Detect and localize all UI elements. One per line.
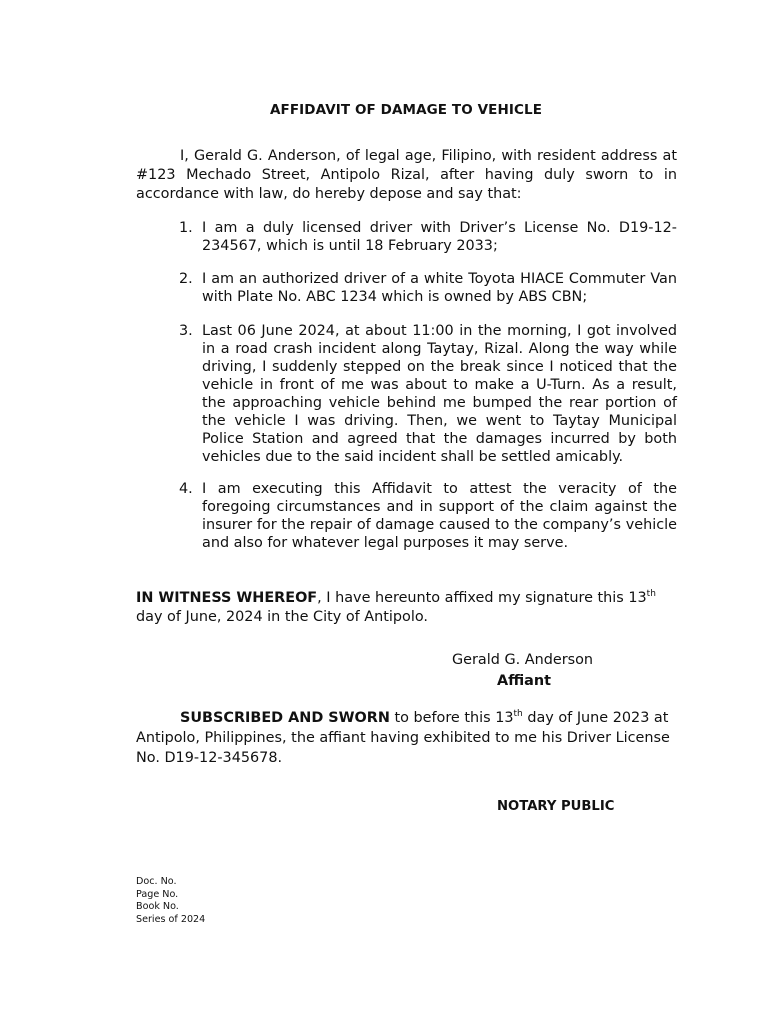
list-item-text: I am executing this Affidavit to attest the veracity of the foregoing circumstances and in support of the claim against the insurer for the repair of damage caused to the company’s vehicle and also for whatever legal purposes it may serve. (202, 481, 677, 551)
witness-text-end: day of June, 2024 in the City of Antipolo. (136, 609, 428, 625)
intro-paragraph: I, Gerald G. Anderson, of legal age, Filipino, with resident address at #123 Mechado Street, Antipolo Rizal, after having duly sworn to in accordance with law, do hereby depose and say that: (136, 148, 677, 202)
witness-lead: IN WITNESS WHEREOF (136, 590, 318, 606)
affiant-role: Affiant (497, 673, 552, 689)
list-item-number: 1. (179, 220, 193, 236)
list-item-text: I am an authorized driver of a white Toyota HIACE Commuter Van with Plate No. ABC 1234 which is owned by ABS CBN; (202, 271, 677, 305)
list-item-text: Last 06 June 2024, at about 11:00 in the morning, I got involved in a road crash incident along Taytay, Rizal. Along the way while driving, I suddenly stepped on the break since I noticed that the vehicle in front of me was about to make a U-Turn. As a result, the approaching vehicle behind me bumped the rear portion of the vehicle I was driving. Then, we went to Taytay Municipal Police Station and agreed that the damages incurred by both vehicles due to the said incident shall be settled amicably. (202, 323, 677, 465)
witness-ordinal-suffix: th (646, 589, 656, 599)
list-item-number: 3. (179, 323, 193, 339)
page-no-label: Page No. (136, 888, 179, 900)
document-title: AFFIDAVIT OF DAMAGE TO VEHICLE (269, 102, 543, 118)
jurat-ordinal-suffix: th (513, 709, 523, 719)
doc-no-label: Doc. No. (136, 876, 177, 887)
jurat-text-start: to before this 13 (389, 710, 514, 726)
jurat-lead: SUBSCRIBED AND SWORN (180, 710, 390, 726)
list-item-number: 4. (179, 481, 193, 497)
jurat-text-end: day of June 2023 at Antipolo, Philippines, the affiant having exhibited to me his Driver License No. D19-12-345678. (136, 710, 670, 766)
witness-paragraph (136, 589, 681, 627)
series-label: Series of 2024 (136, 913, 206, 925)
book-no-label: Book No. (136, 901, 179, 912)
list-item-text: I am a duly licensed driver with Driver’s License No. D19-12-234567, which is until 18 February 2033; (202, 220, 677, 254)
notary-public-label: NOTARY PUBLIC (497, 799, 615, 814)
witness-text-start: , I have hereunto affixed my signature this 13 (317, 590, 647, 606)
jurat-paragraph (136, 708, 681, 768)
affiant-name: Gerald G. Anderson (452, 652, 594, 668)
list-item-number: 2. (179, 271, 193, 287)
notarial-register-block (136, 876, 205, 926)
